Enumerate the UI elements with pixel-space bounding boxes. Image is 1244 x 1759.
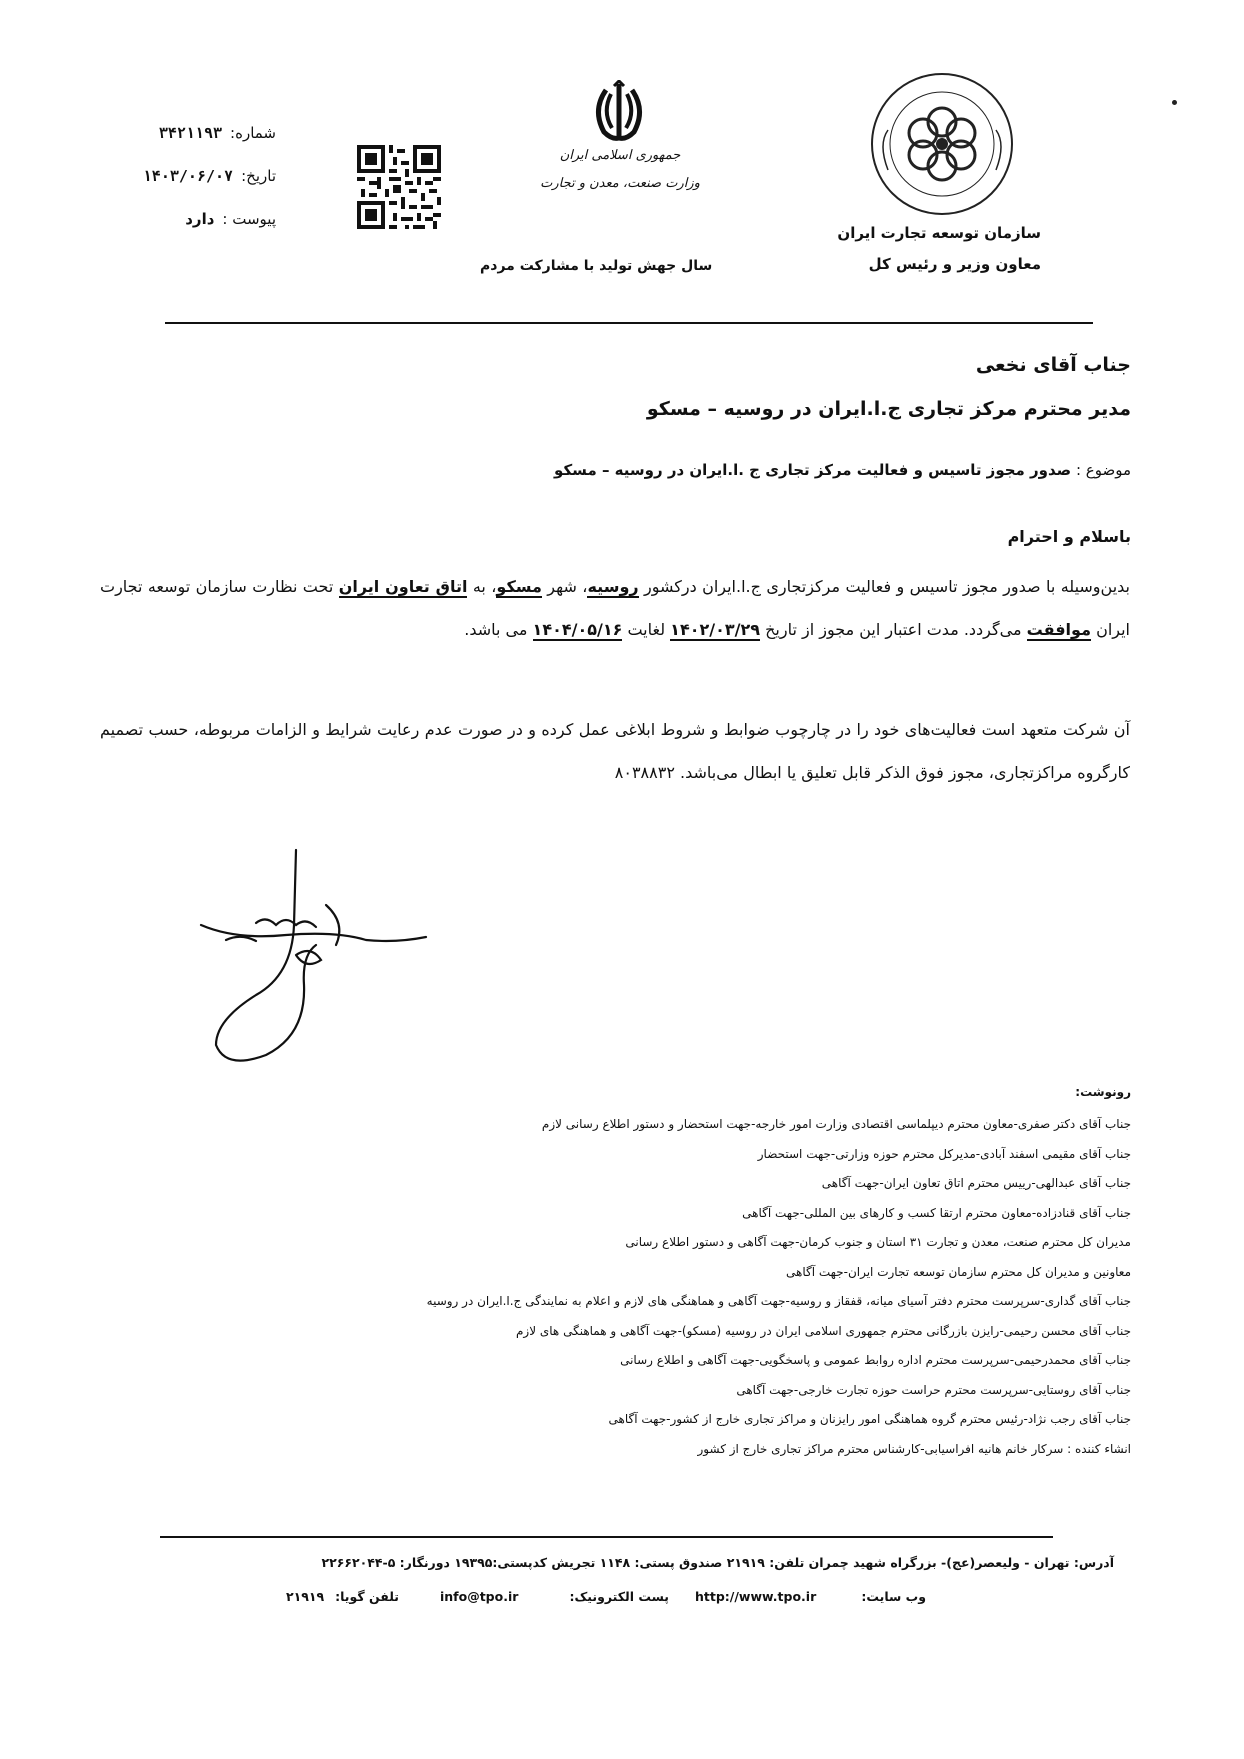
org-name: سازمان توسعه تجارت ایران (837, 224, 1041, 242)
footer-email-label: پست الکترونیک: (569, 1589, 669, 1604)
subject-line (554, 461, 1131, 479)
letter-attachment (185, 210, 276, 228)
copy-item: جناب آقای عبدالهی-رییس محترم اتاق تعاون ایران-جهت آگاهی (821, 1176, 1131, 1190)
body-paragraph-2: آن شرکت متعهد است فعالیت‌های خود را در چارچوب ضوابط و شروط ابلاغی عمل کرده و در صورت عدم رعایت شرایط و الزامات مربوطه، حسب تصمیم کارگروه مراکزتجاری، مجوز فوق الذکر قابل تعلیق یا ابطال می‌باشد. ۸۰۳۸۸۳۲ (100, 720, 1130, 782)
footer-website-link[interactable]: http://www.tpo.ir (695, 1589, 817, 1604)
subject-label: موضوع : (1075, 461, 1131, 479)
footer-website-label: وب سایت: (861, 1589, 926, 1604)
recipient-title: مدیر محترم مرکز تجاری ج.ا.ایران در روسیه – مسکو (646, 398, 1131, 420)
attachment-value: دارد (185, 210, 215, 228)
body-paragraph-1 (100, 565, 1130, 651)
footer-phone-value: ۲۱۹۱۹ (286, 1589, 325, 1604)
footer-divider (160, 1536, 1053, 1538)
copy-item: جناب آقای محسن رحیمی-رایزن بازرگانی محترم جمهوری اسلامی ایران در روسیه (مسکو)-جهت آگاهی و هماهنگی های لازم (516, 1323, 1131, 1338)
scan-dot (1172, 100, 1177, 105)
footer-address: آدرس: تهران - ولیعصر(عج)- بزرگراه شهید چمران تلفن: ۲۱۹۱۹ صندوق پستی: ۱۱۴۸ تجریش کدپستی:۱۹۳۹۵ دورنگار: ۵-۲۲۶۶۲۰۴۴ (321, 1555, 1114, 1570)
p1-moscow: مسکو (496, 577, 542, 596)
footer-phone-label: تلفن گویا: (335, 1589, 399, 1604)
number-label: شماره: (230, 124, 276, 142)
p1-text-f: لغایت (622, 620, 671, 639)
p1-text-d: تحت نظارت سازمان توسعه تجارت ایران (100, 577, 1130, 639)
recipient-name: جناب آقای نخعی (975, 354, 1131, 376)
copy-item: معاونین و مدیران کل محترم سازمان توسعه تجارت ایران-جهت آگاهی (786, 1264, 1131, 1279)
subject-text: صدور مجوز تاسیس و فعالیت مرکز تجاری ج .ا.ایران در روسیه – مسکو (554, 461, 1072, 479)
copy-item: جناب آقای مقیمی اسفند آبادی-مدیرکل محترم حوزه وزارتی-جهت استحضار (757, 1146, 1131, 1161)
p1-text-b: ، شهر (541, 577, 588, 596)
date-label: تاریخ: (241, 167, 276, 185)
p1-chamber: اتاق تعاون ایران (338, 577, 468, 596)
p1-text-c: ، به (467, 577, 497, 596)
copy-item: مدیران کل محترم صنعت، معدن و تجارت ۳۱ استان و جنوب کرمان-جهت آگاهی و دستور اطلاع رسانی (625, 1235, 1131, 1249)
number-value: ۳۴۲۱۱۹۳ (158, 124, 223, 142)
org-subtitle: معاون وزیر و رئیس کل (868, 255, 1041, 273)
copy-item: انشاء کننده : سرکار خانم هانیه افراسیابی-کارشناس محترم مراکز تجاری خارج از کشور (697, 1441, 1131, 1456)
header-divider (165, 322, 1093, 324)
gov-line-1: جمهوری اسلامی ایران (559, 148, 681, 163)
date-value: ۱۴۰۳/۰۶/۰۷ (142, 167, 234, 185)
ministry-name: وزارت صنعت، معدن و تجارت (540, 176, 700, 191)
iran-emblem-icon (586, 80, 652, 142)
letter-date (143, 167, 276, 185)
letter-number (159, 124, 276, 142)
greeting: باسلام و احترام (1007, 527, 1131, 546)
copies-title: رونوشت: (1075, 1085, 1131, 1099)
p1-approval: موافقت (1026, 620, 1091, 639)
qr-code-icon (357, 145, 441, 229)
signature-icon (196, 845, 436, 1070)
year-slogan: سال جهش تولید با مشارکت مردم (480, 258, 713, 274)
p1-date-from: ۱۴۰۲/۰۳/۲۹ (670, 620, 760, 639)
copy-item: جناب آقای قنادزاده-معاون محترم ارتقا کسب و کارهای بین المللی-جهت آگاهی (742, 1205, 1131, 1220)
p1-date-to: ۱۴۰۴/۰۵/۱۶ (532, 620, 623, 639)
p1-text-a: بدین‌وسیله با صدور مجوز تاسیس و فعالیت مرکزتجاری ج.ا.ایران درکشور (638, 577, 1131, 596)
tpo-logo-icon (868, 70, 1016, 218)
p1-text-g: می باشد. (464, 620, 533, 639)
copy-item: جناب آقای دکتر صفری-معاون محترم دیپلماسی اقتصادی وزارت امور خارجه-جهت استحضار و دستور اطلاع رسانی لازم (541, 1117, 1131, 1131)
attachment-label: پیوست : (222, 210, 276, 228)
copy-item: جناب آقای روستایی-سرپرست محترم حراست حوزه تجارت خارجی-جهت آگاهی (736, 1382, 1131, 1397)
copy-item: جناب آقای محمدرحیمی-سرپرست محترم اداره روابط عمومی و پاسخگویی-جهت آگاهی و اطلاع رسانی (620, 1353, 1131, 1367)
footer-email-link[interactable]: info@tpo.ir (440, 1589, 519, 1604)
p1-text-e: می‌گردد. مدت اعتبار این مجوز از تاریخ (759, 620, 1027, 639)
copies-list (131, 1110, 1131, 1464)
copy-item: جناب آقای گداری-سرپرست محترم دفتر آسیای میانه، قفقاز و روسیه-جهت آگاهی و هماهنگی های لازم و اعلام به نمایندگی ج.ا.ایران در روسیه (426, 1294, 1131, 1308)
copy-item: جناب آقای رجب نژاد-رئیس محترم گروه هماهنگی امور رایزنان و مراکز تجاری خارج از کشور-جهت آگاهی (608, 1412, 1131, 1426)
p1-russia: روسیه (587, 577, 639, 596)
